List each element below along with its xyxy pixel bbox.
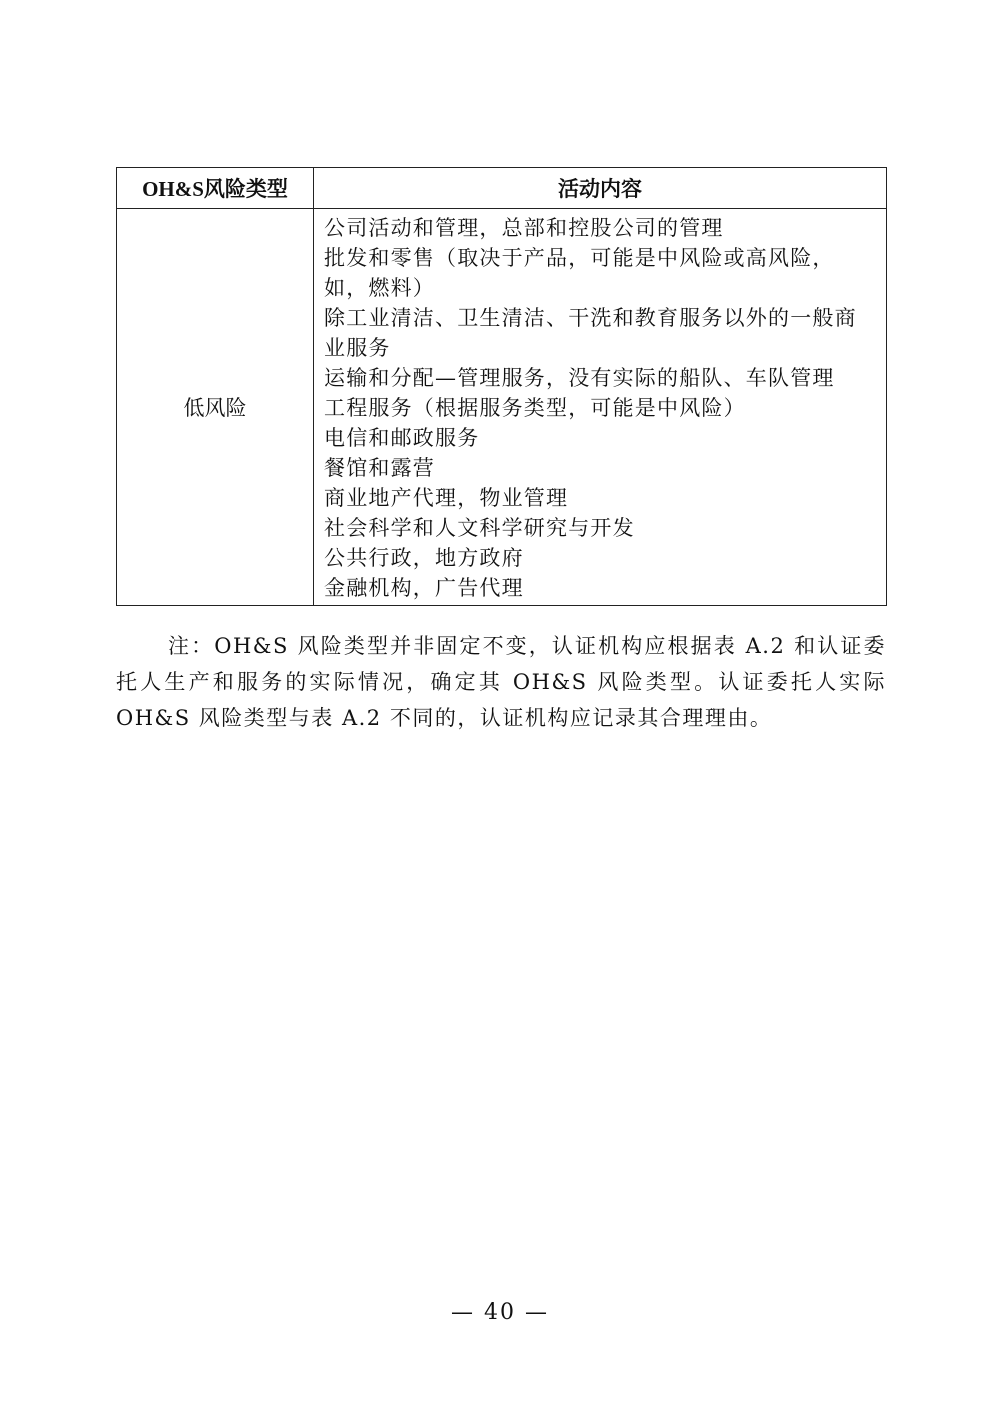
activity-item: 商业地产代理，物业管理 — [324, 486, 569, 510]
activity-item: 工程服务（根据服务类型，可能是中风险） — [324, 396, 746, 420]
header-risk-type: OH&S风险类型 — [117, 168, 314, 209]
activity-item: 餐馆和露营 — [324, 456, 435, 480]
header-activity: 活动内容 — [314, 168, 887, 209]
risk-type-table — [116, 167, 887, 606]
activity-item: 电信和邮政服务 — [324, 426, 480, 450]
risk-type-cell: 低风险 — [117, 209, 314, 606]
page-number: — 40 — — [451, 1300, 549, 1325]
activity-cell — [314, 209, 887, 606]
table-row — [117, 209, 887, 606]
activity-item: 社会科学和人文科学研究与开发 — [324, 516, 635, 540]
table-note: 注：OH&S 风险类型并非固定不变，认证机构应根据表 A.2 和认证委托人生产和服务的实际情况，确定其 OH&S 风险类型。认证委托人实际 OH&S 风险类型与表 A.2 不同的，认证机构应记录其合理理由。 — [116, 634, 886, 730]
activity-item: 批发和零售（取决于产品，可能是中风险或高风险，如，燃料） — [324, 246, 835, 300]
activity-item: 运输和分配—管理服务，没有实际的船队、车队管理 — [324, 366, 835, 390]
activity-item: 金融机构，广告代理 — [324, 576, 524, 600]
activity-item: 公共行政，地方政府 — [324, 546, 524, 570]
activity-item: 公司活动和管理，总部和控股公司的管理 — [324, 216, 724, 240]
table-header-row — [117, 168, 887, 209]
activity-item: 除工业清洁、卫生清洁、干洗和教育服务以外的一般商业服务 — [324, 306, 857, 360]
